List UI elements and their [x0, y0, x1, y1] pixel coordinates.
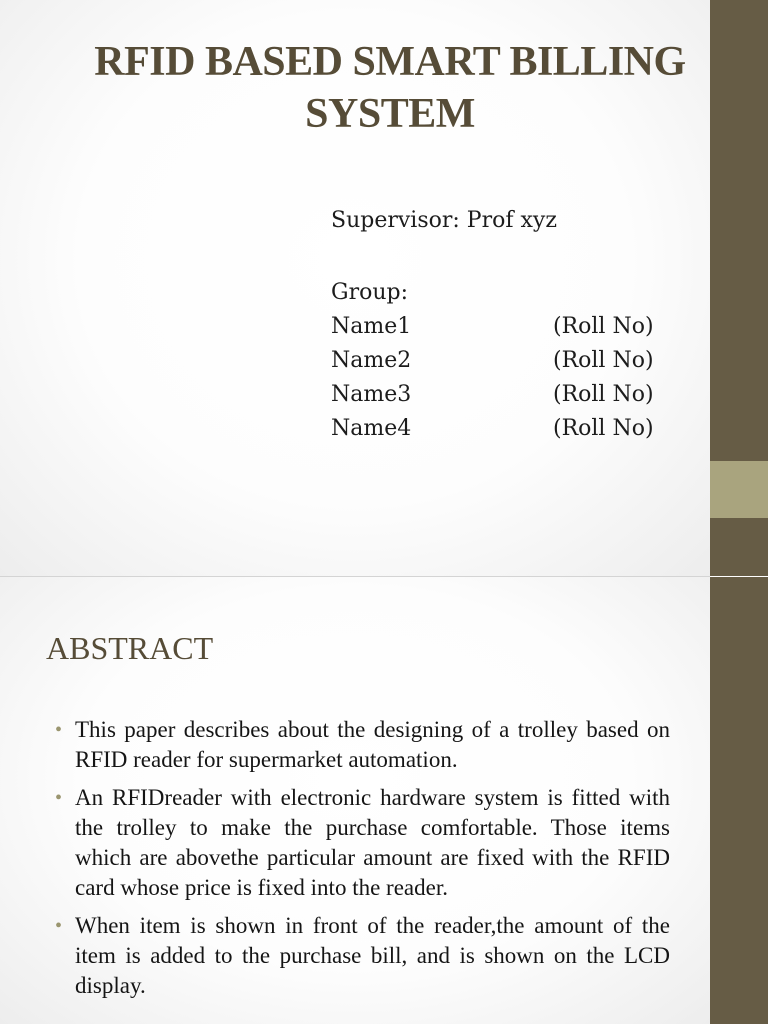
sidebar-bar — [710, 577, 768, 1024]
member-name: Name3 — [331, 382, 412, 407]
member-name: Name2 — [331, 348, 412, 373]
member-roll: (Roll No) — [553, 314, 654, 339]
list-item — [55, 911, 670, 1001]
sidebar-bar — [710, 0, 768, 576]
list-item — [55, 715, 670, 775]
supervisor-line: Supervisor: Prof xyz — [331, 208, 557, 233]
sidebar-accent-block — [710, 461, 768, 518]
member-roll: (Roll No) — [553, 382, 654, 407]
group-member — [331, 412, 681, 446]
group-member — [331, 310, 681, 344]
slide-title: RFID BASED SMART BILLING SYSTEM — [94, 39, 686, 137]
member-name: Name1 — [331, 314, 412, 339]
bullet-icon: • — [55, 915, 63, 937]
bullet-text: When item is shown in front of the reader,the amount of the item is added to the purchase bill, and is shown on the LCD display. — [75, 913, 670, 998]
group-label: Group: — [331, 280, 408, 305]
spacer — [331, 238, 681, 276]
member-roll: (Roll No) — [553, 416, 654, 441]
member-roll: (Roll No) — [553, 348, 654, 373]
bullet-icon: • — [55, 719, 63, 741]
list-item — [55, 783, 670, 903]
abstract-bullet-list — [55, 715, 670, 1009]
project-info — [331, 204, 681, 446]
group-member — [331, 344, 681, 378]
member-name: Name4 — [331, 416, 412, 441]
abstract-slide — [0, 577, 710, 1024]
bullet-text: An RFIDreader with electronic hardware system is fitted with the trolley to make the purchase comfortable. Those items which are abovethe particular amount are fixed with the RFID card whose price is fixed into the reader. — [75, 785, 670, 900]
abstract-heading: ABSTRACT — [46, 630, 214, 666]
bullet-text: This paper describes about the designing of a trolley based on RFID reader for supermarket automation. — [75, 717, 670, 772]
bullet-icon: • — [55, 787, 63, 809]
group-member — [331, 378, 681, 412]
